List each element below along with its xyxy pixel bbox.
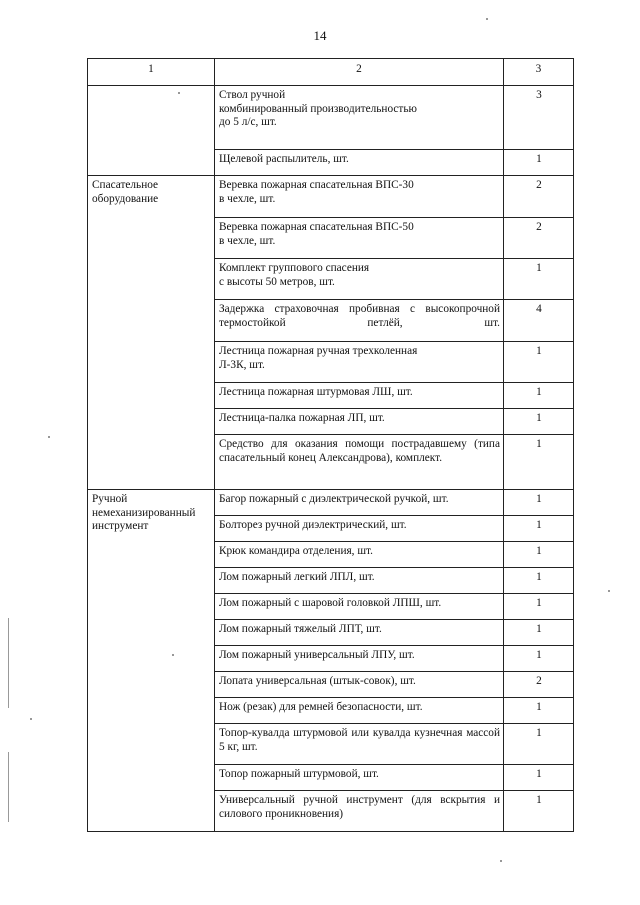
scan-speck	[48, 436, 50, 438]
item-qty: 1	[504, 516, 574, 542]
scan-edge-line	[8, 752, 9, 822]
table-row	[88, 490, 574, 516]
item-qty: 4	[504, 300, 574, 342]
item-qty: 2	[504, 672, 574, 698]
item-name: Веревка пожарная спасательная ВПС-50 в чехле, шт.	[215, 218, 504, 259]
item-qty: 1	[504, 646, 574, 672]
equipment-table	[87, 58, 574, 832]
item-qty: 1	[504, 490, 574, 516]
item-qty: 1	[504, 259, 574, 300]
scan-speck	[172, 654, 174, 656]
column-header-2: 2	[215, 59, 504, 86]
item-name: Щелевой распылитель, шт.	[215, 150, 504, 176]
item-name: Лестница пожарная ручная трехколенная Л-3К, шт.	[215, 342, 504, 383]
item-qty: 1	[504, 724, 574, 765]
item-name: Средство для оказания помощи пострадавшему (типа спасательный конец Александрова), комплект.	[215, 435, 504, 490]
item-name: Болторез ручной диэлектрический, шт.	[215, 516, 504, 542]
scan-speck	[608, 590, 610, 592]
item-qty: 1	[504, 698, 574, 724]
item-name: Задержка страховочная пробивная с высокопрочной термостойкой петлёй, шт.	[215, 300, 504, 342]
item-qty: 1	[504, 409, 574, 435]
item-qty: 1	[504, 594, 574, 620]
scan-speck	[486, 18, 488, 20]
category-cell: Спасательное оборудование	[88, 176, 215, 490]
category-cell: Ручной немеханизированный инструмент	[88, 490, 215, 832]
header-row	[88, 59, 574, 86]
item-name: Нож (резак) для ремней безопасности, шт.	[215, 698, 504, 724]
item-name: Топор пожарный штурмовой, шт.	[215, 765, 504, 791]
item-qty: 1	[504, 791, 574, 832]
column-header-3: 3	[504, 59, 574, 86]
item-qty: 1	[504, 568, 574, 594]
item-name: Универсальный ручной инструмент (для вскрытия и силового проникновения)	[215, 791, 504, 832]
item-qty: 3	[504, 86, 574, 150]
item-name: Лестница-палка пожарная ЛП, шт.	[215, 409, 504, 435]
category-cell	[88, 86, 215, 176]
item-name: Лестница пожарная штурмовая ЛШ, шт.	[215, 383, 504, 409]
item-name: Лом пожарный универсальный ЛПУ, шт.	[215, 646, 504, 672]
table-row	[88, 176, 574, 218]
page-number: 14	[313, 28, 327, 43]
item-name: Багор пожарный с диэлектрической ручкой, шт.	[215, 490, 504, 516]
item-qty: 1	[504, 150, 574, 176]
item-qty: 1	[504, 342, 574, 383]
item-name: Лом пожарный тяжелый ЛПТ, шт.	[215, 620, 504, 646]
item-qty: 2	[504, 176, 574, 218]
item-name: Веревка пожарная спасательная ВПС-30 в чехле, шт.	[215, 176, 504, 218]
item-name: Крюк командира отделения, шт.	[215, 542, 504, 568]
item-name: Ствол ручной комбинированный производительностью до 5 л/с, шт.	[215, 86, 504, 150]
item-name: Лом пожарный легкий ЛПЛ, шт.	[215, 568, 504, 594]
scan-speck	[500, 860, 502, 862]
item-name: Лом пожарный с шаровой головкой ЛПШ, шт.	[215, 594, 504, 620]
item-qty: 2	[504, 218, 574, 259]
scan-speck	[178, 92, 180, 94]
scan-speck	[30, 718, 32, 720]
item-qty: 1	[504, 620, 574, 646]
item-name: Лопата универсальная (штык-совок), шт.	[215, 672, 504, 698]
table-row	[88, 86, 574, 150]
item-name: Топор-кувалда штурмовой или кувалда кузнечная массой 5 кг, шт.	[215, 724, 504, 765]
item-qty: 1	[504, 542, 574, 568]
item-name: Комплект группового спасения с высоты 50 метров, шт.	[215, 259, 504, 300]
item-qty: 1	[504, 383, 574, 409]
item-qty: 1	[504, 435, 574, 490]
column-header-1: 1	[88, 59, 215, 86]
item-qty: 1	[504, 765, 574, 791]
scan-edge-line	[8, 618, 9, 708]
